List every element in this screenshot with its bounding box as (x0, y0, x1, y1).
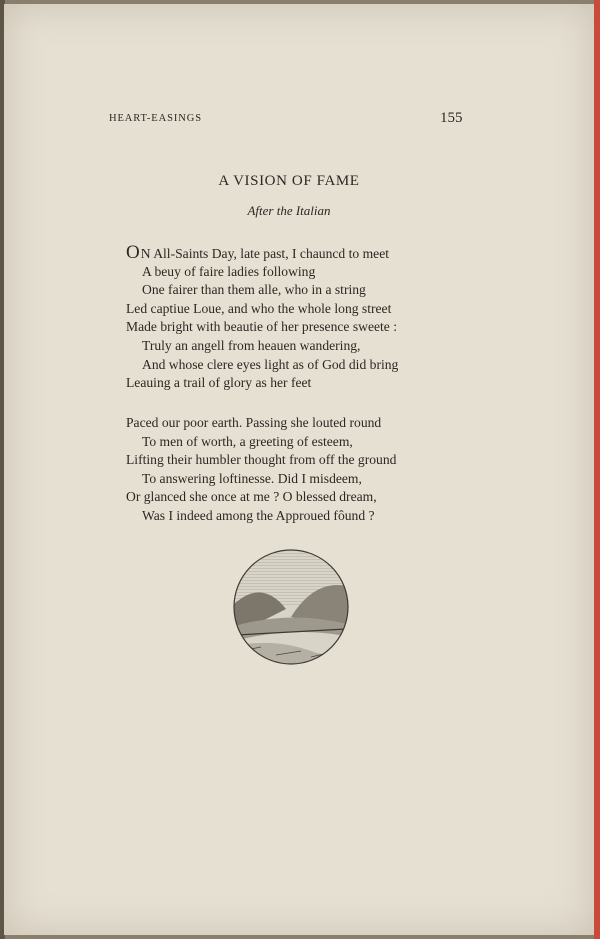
poem-line: Led captiue Loue, and who the whole long street (126, 300, 392, 316)
drop-cap: O (126, 242, 140, 263)
poem-line: And whose clere eyes light as of God did bring (142, 356, 399, 372)
poem-line: Made bright with beautie of her presence sweete : (126, 319, 398, 335)
poem-line: Leauing a trail of glory as her feet (126, 375, 312, 391)
poem-line: Was I indeed among the Approued fôund ? (142, 507, 375, 523)
poem-line: To men of worth, a greeting of esteem, (142, 433, 353, 449)
stanza-1 (126, 244, 398, 393)
book-page (4, 4, 594, 935)
page-number: 155 (440, 110, 463, 126)
poem-line: To answering loftinesse. Did I misdeem, (142, 470, 362, 486)
poem-subtitle: After the Italian (247, 203, 331, 218)
running-head: HEART-EASINGS (109, 113, 202, 124)
poem-line: A beuy of faire ladies following (142, 263, 316, 279)
poem-title: A VISION OF FAME (218, 173, 360, 189)
poem-line: Or glanced she once at me ? O blessed dream, (126, 489, 377, 505)
poem-line: ON All-Saints Day, late past, I chauncd to meet (126, 242, 390, 263)
poem-line: Paced our poor earth. Passing she louted round (126, 415, 382, 430)
stanza-2 (126, 414, 396, 526)
poem-line: Truly an angell from heauen wandering, (142, 337, 361, 353)
poem-line: Lifting their humbler thought from off the ground (126, 452, 397, 468)
landscape-vignette (231, 547, 351, 667)
poem-line: One fairer than them alle, who in a string (142, 282, 366, 298)
book-cover-edge (594, 0, 600, 939)
